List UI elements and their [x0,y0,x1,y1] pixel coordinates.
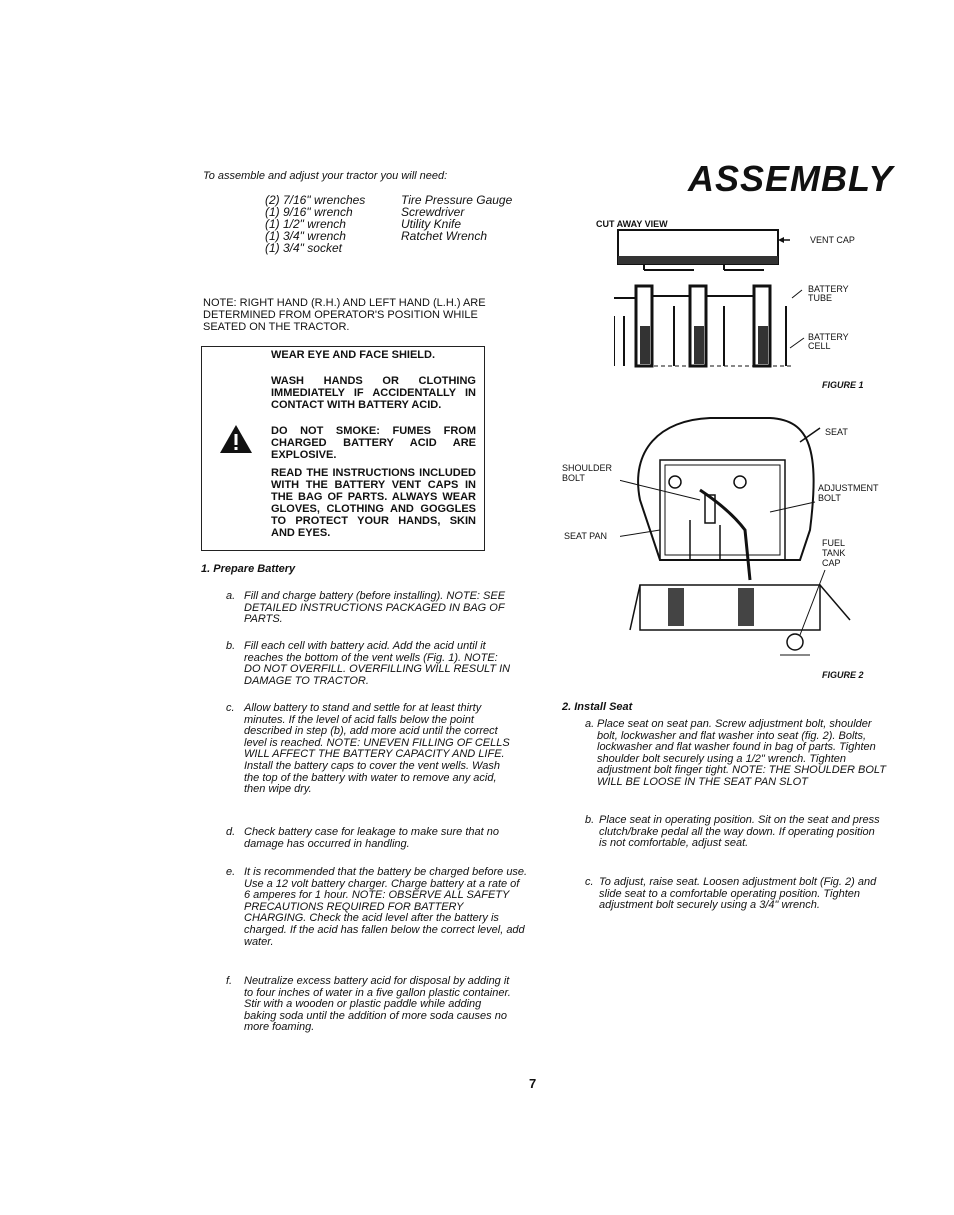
figure-1-caption: FIGURE 1 [822,380,864,390]
battery-cutaway-diagram [614,226,814,376]
step-label: b. [585,814,595,826]
label-line: FUEL [822,538,846,548]
step-text: Fill each cell with battery acid. Add the acid until it reaches the bottom of the vent wells (Fig. 1). NOTE: DO NOT OVERFILL. OVERFILLING WILL RESULT IN DAMAGE TO TRACTOR. [244,640,511,687]
step-text: Check battery case for leakage to make sure that no damage has occurred in handling. [244,826,499,850]
label-line: BOLT [818,493,841,503]
cutaway-label: CUT AWAY VIEW [596,219,668,229]
battery-cell-label [808,333,849,351]
step-label: f. [226,975,233,987]
step-2b [585,815,881,850]
tool-item: (1) 3/4" socket [265,241,342,255]
tool-item: Screwdriver [401,205,465,219]
label-line: ADJUSTMENT [818,483,879,493]
warning-box [201,346,485,551]
warning-line-smoke: DO NOT SMOKE: FUMES FROM CHARGED BATTERY ACID ARE EXPLOSIVE. [271,425,476,461]
figure-2-caption: FIGURE 2 [822,670,864,680]
step-text: Neutralize excess battery acid for disposal by adding it to four inches of water in a five gallon plastic container. Stir with a wooden or plastic paddle while adding baking soda until the addition of more soda causes no more foaming. [244,975,511,1034]
step-text: Place seat on seat pan. Screw adjustment bolt, shoulder bolt, lockwasher and flat washer into seat (fig. 2). Bolts, lockwasher and flat washer found in bag of parts. Tighten shoulder bolt securely using a 1/2" wrench. Tighten adjustment bolt finger tight. NOTE: THE SHOULDER BOLT WILL BE LOOSE IN THE SEAT PAN SLOT [597,718,886,788]
label-line: BATTERY [808,284,849,294]
adjustment-bolt-label [818,483,879,503]
step-label: d. [226,826,236,838]
label-line: TANK [822,548,846,558]
step-1c [226,703,516,796]
battery-tube-label [808,285,849,303]
step-text: Fill and charge battery (before installing). NOTE: SEE DETAILED INSTRUCTIONS PACKAGED IN BAG OF PARTS. [244,590,506,626]
tool-item: Utility Knife [401,217,462,231]
page-title: ASSEMBLY [688,158,894,199]
intro-text: To assemble and adjust your tractor you will need: [203,170,448,182]
warning-line-eye: WEAR EYE AND FACE SHIELD. [271,349,435,361]
tool-item: Tire Pressure Gauge [401,193,513,207]
step-label: b. [226,640,236,652]
label-line: BATTERY [808,332,849,342]
label-line: BOLT [562,473,585,483]
warning-triangle-icon [219,424,253,454]
warning-line-read: READ THE INSTRUCTIONS INCLUDED WITH THE BATTERY VENT CAPS IN THE BAG OF PARTS. ALWAYS WEAR GLOVES, CLOTHING AND GOGGLES TO PROTECT YOUR HANDS, SKIN AND EYES. [271,467,476,539]
label-line: TUBE [808,293,833,303]
page-number: 7 [529,1076,537,1091]
step-label: a. [226,590,236,602]
step-2a [585,719,887,789]
step-label: c. [226,702,235,714]
tool-item: Ratchet Wrench [401,229,488,243]
label-line: CAP [822,558,841,568]
fuel-tank-cap-label [822,538,845,568]
step-2c [585,877,881,912]
label-line: CELL [808,341,831,351]
step-text: Allow battery to stand and settle for at least thirty minutes. If the level of acid falls below the point described in step (b), add more acid until the correct level is reached. NOTE: UNEVEN FILLING OF CELLS WILL AFFECT THE BATTERY CAPACITY AND LIFE. Install the battery caps to cover the vent wells. Wash the top of the battery with water to remove any acid, then wipe dry. [244,702,510,796]
tool-item: (2) 7/16" wrenches [265,193,366,207]
tool-item: (1) 1/2" wrench [265,217,346,231]
step-label: a. [585,718,595,730]
step-text: It is recommended that the battery be charged before use. Use a 12 volt battery charger. Charge battery at a rate of 6 amperes for 1 hour. NOTE: OBSERVE ALL SAFETY PRECAUTIONS REQUIRED FOR BATTERY CHARGING. Check the acid level after the battery is charged. If the acid has fallen below the correct level, add water. [244,866,528,948]
seat-label: SEAT [825,427,848,437]
label-line: SHOULDER [562,463,613,473]
step-1b [226,641,516,687]
step-label: c. [585,876,594,888]
section-heading-install-seat: 2. Install Seat [562,701,633,713]
section-heading-prepare-battery: 1. Prepare Battery [201,563,296,575]
tool-item: (1) 3/4" wrench [265,229,346,243]
step-label: e. [226,866,236,878]
step-1a [226,591,516,626]
shoulder-bolt-label [562,463,612,483]
tool-item: (1) 9/16" wrench [265,205,353,219]
step-text: To adjust, raise seat. Loosen adjustment bolt (Fig. 2) and slide seat to a comfortable operating position. Tighten adjustment bolt securely using a 3/4" wrench. [599,876,877,912]
step-1d [226,827,516,850]
tools-list [265,194,512,254]
step-1e [226,867,528,948]
hand-note: NOTE: RIGHT HAND (R.H.) AND LEFT HAND (L.H.) ARE DETERMINED FROM OPERATOR'S POSITION WHILE SEATED ON THE TRACTOR. [203,297,486,333]
warning-line-wash: WASH HANDS OR CLOTHING IMMEDIATELY IF ACCIDENTALLY IN CONTACT WITH BATTERY ACID. [271,375,476,411]
vent-cap-label: VENT CAP [810,235,855,245]
seat-pan-label: SEAT PAN [564,531,608,541]
step-1f [226,976,516,1034]
step-text: Place seat in operating position. Sit on the seat and press clutch/brake pedal all the way down. If operating position is not comfortable, adjust seat. [599,814,880,850]
